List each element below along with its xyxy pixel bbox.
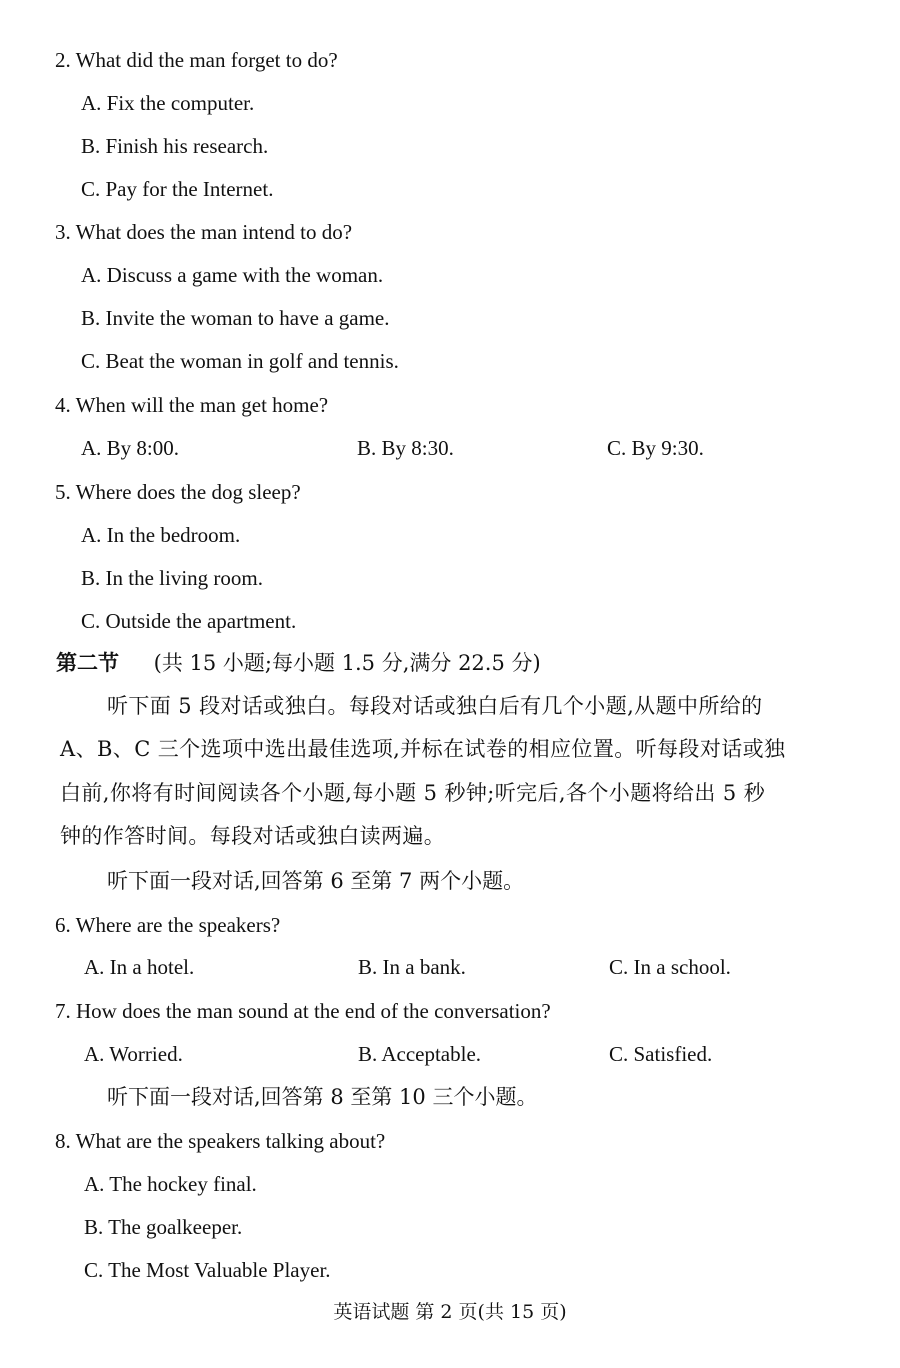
question-2-option-a: A. Fix the computer. bbox=[81, 91, 255, 115]
question-4-option-b: B. By 8:30. bbox=[357, 436, 454, 460]
question-7-option-c: C. Satisfied. bbox=[609, 1042, 713, 1066]
page-footer: 英语试题 第 2 页(共 15 页) bbox=[333, 1301, 567, 1323]
question-8-option-b: B. The goalkeeper. bbox=[84, 1215, 243, 1239]
question-7-stem: 7. How does the man sound at the end of the conversation? bbox=[55, 999, 551, 1023]
section-2-heading bbox=[56, 649, 541, 677]
question-3-option-a: A. Discuss a game with the woman. bbox=[81, 263, 384, 287]
question-2-option-c: C. Pay for the Internet. bbox=[81, 177, 274, 201]
question-8-stem: 8. What are the speakers talking about? bbox=[55, 1129, 386, 1153]
question-8-option-a: A. The hockey final. bbox=[84, 1172, 257, 1196]
question-4-stem: 4. When will the man get home? bbox=[55, 393, 329, 417]
question-5-option-c: C. Outside the apartment. bbox=[81, 609, 297, 633]
question-6-stem: 6. Where are the speakers? bbox=[55, 913, 281, 937]
question-5-stem: 5. Where does the dog sleep? bbox=[55, 480, 301, 504]
section-2-instruction-line-3: 白前,你将有时间阅读各个小题,每小题 5 秒钟;听完后,各个小题将给出 5 秒 bbox=[60, 781, 766, 805]
listening-prompt-6-7: 听下面一段对话,回答第 6 至第 7 两个小题。 bbox=[107, 869, 525, 893]
section-2-instruction-line-4: 钟的作答时间。每段对话或独白读两遍。 bbox=[60, 824, 446, 848]
listening-prompt-8-10: 听下面一段对话,回答第 8 至第 10 三个小题。 bbox=[107, 1085, 538, 1109]
section-2-title: 第二节 bbox=[56, 650, 119, 675]
question-3-stem: 3. What does the man intend to do? bbox=[55, 220, 353, 244]
question-6-option-b: B. In a bank. bbox=[358, 955, 466, 979]
section-2-instruction-line-2: A、B、C 三个选项中选出最佳选项,并标在试卷的相应位置。听每段对话或独 bbox=[60, 737, 786, 761]
question-6-option-a: A. In a hotel. bbox=[84, 955, 195, 979]
question-4-option-a: A. By 8:00. bbox=[81, 436, 180, 460]
question-4-option-c: C. By 9:30. bbox=[607, 436, 704, 460]
question-2-stem: 2. What did the man forget to do? bbox=[55, 48, 338, 72]
question-5-option-b: B. In the living room. bbox=[81, 566, 263, 590]
question-3-option-b: B. Invite the woman to have a game. bbox=[81, 306, 390, 330]
section-2-instruction-line-1: 听下面 5 段对话或独白。每段对话或独白后有几个小题,从题中所给的 bbox=[107, 694, 763, 718]
question-6-option-c: C. In a school. bbox=[609, 955, 731, 979]
question-7-option-b: B. Acceptable. bbox=[358, 1042, 482, 1066]
question-3-option-c: C. Beat the woman in golf and tennis. bbox=[81, 349, 399, 373]
question-7-option-a: A. Worried. bbox=[84, 1042, 183, 1066]
question-2-option-b: B. Finish his research. bbox=[81, 134, 269, 158]
question-8-option-c: C. The Most Valuable Player. bbox=[84, 1258, 331, 1282]
section-2-scoring-note: (共 15 小题;每小题 1.5 分,满分 22.5 分) bbox=[153, 651, 541, 675]
question-5-option-a: A. In the bedroom. bbox=[81, 523, 241, 547]
